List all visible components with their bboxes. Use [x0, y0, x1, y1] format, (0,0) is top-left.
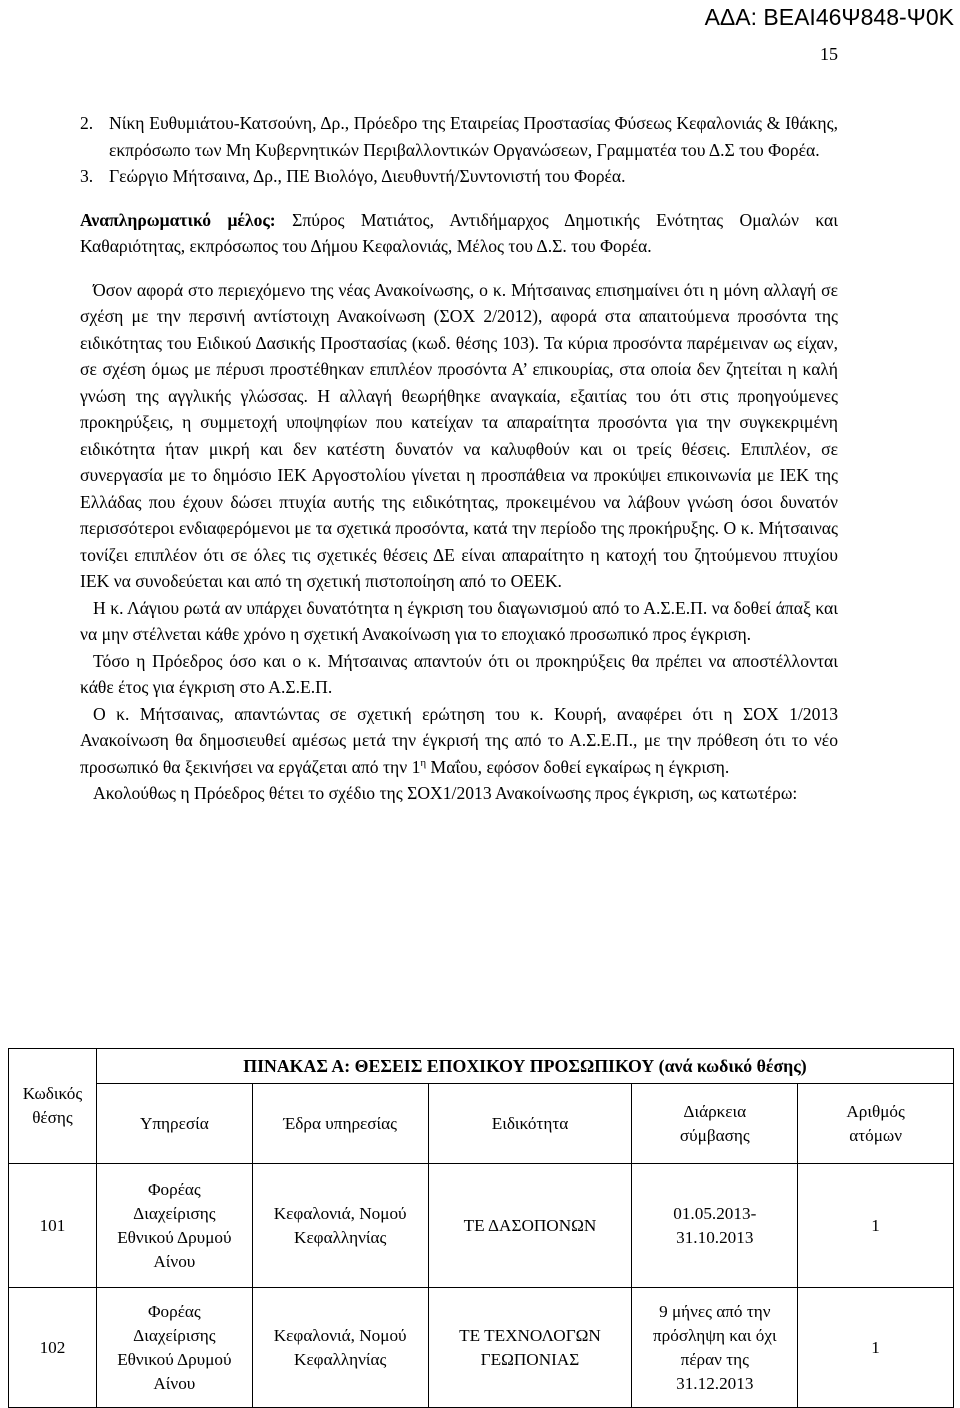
- header-count: Αριθμός ατόμων: [798, 1084, 954, 1164]
- ada-code: ΑΔΑ: ΒΕΑΙ46Ψ848-Ψ0Κ: [704, 4, 954, 30]
- members-list: [80, 110, 838, 190]
- cell-seat: Κεφαλονιά, Νομού Κεφαλληνίας: [252, 1288, 428, 1408]
- cell-count: 1: [798, 1288, 954, 1408]
- header-specialty: Ειδικότητα: [428, 1084, 632, 1164]
- cell-duration: 9 μήνες από την πρόσληψη και όχι πέραν της 31.12.2013: [632, 1288, 798, 1408]
- paragraph-announcement-changes: Όσον αφορά στο περιεχόμενο της νέας Ανακοίνωσης, ο κ. Μήτσαινας επισημαίνει ότι η μόνη αλλαγή σε σχέση με την περσινή αντίστοιχη Ανακοίνωση (ΣΟΧ 2/2012), αφορά στα απαιτούμενα προσόντα της ειδικότητας του Ειδικού Δασικής Προστασίας (κωδ. θέσης 103). Τα κύρια προσόντα παρέμειναν ως είχαν, σε σχέση όμως με πέρυσι προστέθηκαν επιπλέον προσόντα Α’ επικουρίας, στα οποία δεν ζητείται η καλή γνώση της αγγλικής γλώσσας. Η αλλαγή θεωρήθηκε αναγκαία, εξαιτίας του ότι στις προηγούμενες προκηρύξεις, η συμμετοχή υποψηφίων που κατείχαν τα απαραίτητα προσόντα για την συγκεκριμένη ειδικότητα ήταν μικρή και δεν κατέστη δυνατόν να καλυφθούν και οι τρείς θέσεις. Επιπλέον, σε συνεργασία με το δημόσιο ΙΕΚ Αργοστολίου γίνεται η προσπάθεια να προκύψει επικοινωνία με ΙΕΚ της Ελλάδας που έχουν δώσει πτυχία αυτής της ειδικότητας, προκειμένου να λάβουν γνώση όσοι δυνατόν περισσότεροι ενδιαφερόμενοι με τα σχετικά προσόντα, κατά την περίοδο της προκήρυξης. Ο κ. Μήτσαινας τονίζει επιπλέον ότι σε όλες τις σχετικές θέσεις ΔΕ είναι απαραίτητο η κατοχή του ζητούμενου πτυχίου ΙΕΚ να συνοδεύεται και από τη σχετική πιστοποίηση από το ΟΕΕΚ.: [80, 279, 838, 591]
- cell-service: Φορέας Διαχείρισης Εθνικού Δρυμού Αίνου: [96, 1288, 252, 1408]
- paragraph-publication-text: Ο κ. Μήτσαινας, απαντώντας σε σχετική ερώτηση του κ. Κουρή, αναφέρει ότι η ΣΟΧ 1/2013 Ανακοίνωση θα δημοσιευθεί αμέσως μετά την έγκρισή της από το Α.Σ.Ε.Π., με την πρόθεση ότι το νέο προσωπικό θα ξεκινήσει να εργάζεται από την 1: [80, 703, 838, 777]
- list-item-text: Νίκη Ευθυμιάτου-Κατσούνη, Δρ., Πρόεδρο της Εταιρείας Προστασίας Φύσεως Κεφαλονιάς & Ιθάκης, εκπρόσωπο των Μη Κυβερνητικών Περιβαλλοντικών Οργανώσεων, Γραμματέα του Δ.Σ του Φορέα.: [109, 113, 838, 160]
- cell-specialty: ΤΕ ΔΑΣΟΠΟΝΩΝ: [428, 1164, 632, 1288]
- cell-service: Φορέας Διαχείρισης Εθνικού Δρυμού Αίνου: [96, 1164, 252, 1288]
- list-item: [80, 163, 838, 190]
- paragraph-publication: [80, 701, 838, 781]
- page-number: 15: [820, 44, 838, 64]
- table-title: ΠΙΝΑΚΑΣ Α: ΘΕΣΕΙΣ ΕΠΟΧΙΚΟΥ ΠΡΟΣΩΠΙΚΟΥ (ανά κωδικό θέσης): [96, 1049, 953, 1084]
- cell-code: 101: [9, 1164, 97, 1288]
- cell-specialty: ΤΕ ΤΕΧΝΟΛΟΓΩΝ ΓΕΩΠΟΝΙΑΣ: [428, 1288, 632, 1408]
- header-seat: Έδρα υπηρεσίας: [252, 1084, 428, 1164]
- header-service: Υπηρεσία: [96, 1084, 252, 1164]
- list-item: [80, 110, 838, 163]
- document-body: [80, 110, 838, 807]
- ordinal-superscript: η: [420, 756, 427, 769]
- paragraph-lagiou-question: Η κ. Λάγιου ρωτά αν υπάρχει δυνατότητα η έγκριση του διαγωνισμού από το Α.Σ.Ε.Π. να δοθεί άπαξ και να μην στέλνεται κάθε χρόνο η σχετική Ανακοίνωση για το εποχιακό προσωπικό προς έγκριση.: [80, 597, 838, 644]
- header-duration: Διάρκεια σύμβασης: [632, 1084, 798, 1164]
- cell-code: 102: [9, 1288, 97, 1408]
- table-row: [9, 1164, 954, 1288]
- list-item-number: 3.: [80, 166, 94, 186]
- cell-seat: Κεφαλονιά, Νομού Κεφαλληνίας: [252, 1164, 428, 1288]
- paragraph-publication-text-end: Μαΐου, εφόσον δοθεί εγκαίρως η έγκριση.: [426, 756, 730, 777]
- paragraph-answer: Τόσο η Πρόεδρος όσο και ο κ. Μήτσαινας απαντούν ότι οι προκηρύξεις θα πρέπει να αποστέλλονται κάθε έτος για έγκριση στο Α.Σ.Ε.Π.: [80, 650, 838, 697]
- cell-count: 1: [798, 1164, 954, 1288]
- list-item-number: 2.: [80, 113, 94, 133]
- table-row: [9, 1288, 954, 1408]
- cell-duration: 01.05.2013- 31.10.2013: [632, 1164, 798, 1288]
- paragraph-approval: Ακολούθως η Πρόεδρος θέτει το σχέδιο της ΣΟΧ1/2013 Ανακοίνωσης προς έγκριση, ως κατωτέρω:: [93, 783, 798, 803]
- alternate-member-label: Αναπληρωματικό μέλος:: [80, 209, 276, 230]
- header-code: Κωδικός θέσης: [9, 1049, 97, 1164]
- positions-table: [8, 1048, 954, 1408]
- alternate-member-paragraph: [80, 207, 838, 260]
- alternate-member-text: Σπύρος Ματιάτος, Αντιδήμαρχος Δημοτικής Ενότητας Ομαλών και Καθαριότητας, εκπρόσωπος του Δήμου Κεφαλονιάς, Μέλος του Δ.Σ. του Φορέα.: [80, 209, 839, 256]
- list-item-text: Γεώργιο Μήτσαινα, Δρ., ΠΕ Βιολόγο, Διευθυντή/Συντονιστή του Φορέα.: [109, 166, 626, 186]
